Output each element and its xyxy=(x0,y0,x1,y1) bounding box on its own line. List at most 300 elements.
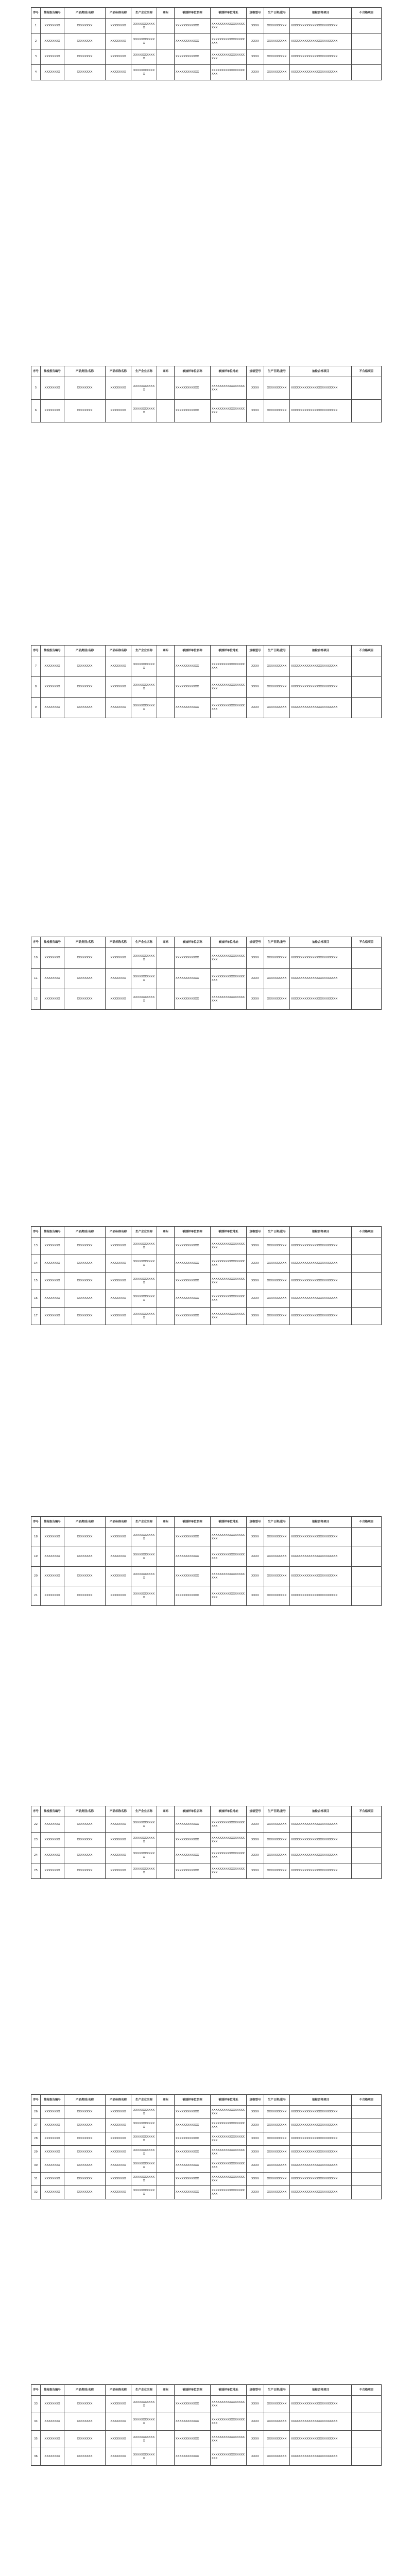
cell-mfr: XXXXXXXXXXXX xyxy=(131,2146,157,2159)
cell-sample: XXXXXXXXXXXX xyxy=(175,1863,211,1879)
table-header-row xyxy=(31,1806,382,1817)
cell-name: XXXXXXXX xyxy=(106,1833,131,1848)
cell-name: XXXXXXXX xyxy=(106,2448,131,2466)
cell-date: XXXXXXXXXX xyxy=(264,2431,290,2448)
cell-sample: XXXXXXXXXXXX xyxy=(175,1255,211,1273)
cell-spec: XXXX xyxy=(247,19,264,34)
cell-mfr: XXXXXXXXXXXX xyxy=(131,1528,157,1547)
cell-mfr: XXXXXXXXXXXX xyxy=(131,656,157,677)
table-header-row xyxy=(31,937,382,948)
cell-addr: XXXXXXXXXXXXXXXXXXXX xyxy=(211,34,247,49)
cell-code: XXXXXXXX xyxy=(41,34,64,49)
table-row xyxy=(31,677,382,698)
cell-spec: XXXX xyxy=(247,2159,264,2173)
cell-brand xyxy=(157,1567,175,1586)
cell-cat: XXXXXXXX xyxy=(64,2119,106,2132)
cell-no: 4 xyxy=(31,65,41,80)
cell-date: XXXXXXXXXX xyxy=(264,1817,290,1833)
cell-ok: XXXXXXXXXXXXXXXXXXXXXXXX xyxy=(290,1273,352,1290)
table-header-row xyxy=(31,8,382,19)
cell-date: XXXXXXXXXX xyxy=(264,2186,290,2199)
cell-date: XXXXXXXXXX xyxy=(264,34,290,49)
cell-ok: XXXXXXXXXXXXXXXXXXXXXXXX xyxy=(290,656,352,677)
cell-sample: XXXXXXXXXXXX xyxy=(175,1238,211,1255)
cell-spec: XXXX xyxy=(247,1290,264,1308)
cell-code: XXXXXXXX xyxy=(41,2173,64,2186)
cell-brand xyxy=(157,2186,175,2199)
cell-code: XXXXXXXX xyxy=(41,49,64,65)
cell-addr: XXXXXXXXXXXXXXXXXXXX xyxy=(211,2106,247,2119)
cell-bad xyxy=(352,65,382,80)
cell-no: 3 xyxy=(31,49,41,65)
cell-addr: XXXXXXXXXXXXXXXXXXXX xyxy=(211,948,247,969)
table-row xyxy=(31,1833,382,1848)
column-header-brand: 商标 xyxy=(157,1806,175,1817)
cell-addr: XXXXXXXXXXXXXXXXXXXX xyxy=(211,656,247,677)
column-header-date: 生产日期/批号 xyxy=(264,8,290,19)
column-header-bad: 不合格项目 xyxy=(352,1517,382,1528)
cell-brand xyxy=(157,377,175,400)
cell-date: XXXXXXXXXX xyxy=(264,2132,290,2146)
cell-cat: XXXXXXXX xyxy=(64,969,106,989)
cell-addr: XXXXXXXXXXXXXXXXXXXX xyxy=(211,2159,247,2173)
cell-brand xyxy=(157,2413,175,2431)
cell-addr: XXXXXXXXXXXXXXXXXXXX xyxy=(211,1290,247,1308)
cell-bad xyxy=(352,400,382,422)
cell-sample: XXXXXXXXXXXX xyxy=(175,1290,211,1308)
cell-mfr: XXXXXXXXXXXX xyxy=(131,1586,157,1606)
column-header-mfr: 生产企业名称 xyxy=(131,366,157,377)
cell-mfr: XXXXXXXXXXXX xyxy=(131,1255,157,1273)
column-header-ok: 抽检合格项目 xyxy=(290,1806,352,1817)
cell-addr: XXXXXXXXXXXXXXXXXXXX xyxy=(211,400,247,422)
cell-code: XXXXXXXX xyxy=(41,2146,64,2159)
cell-mfr: XXXXXXXXXXXX xyxy=(131,2119,157,2132)
cell-mfr: XXXXXXXXXXXX xyxy=(131,2173,157,2186)
cell-mfr: XXXXXXXXXXXX xyxy=(131,2413,157,2431)
cell-no: 10 xyxy=(31,948,41,969)
cell-code: XXXXXXXX xyxy=(41,2159,64,2173)
cell-mfr: XXXXXXXXXXXX xyxy=(131,2159,157,2173)
table-header-row xyxy=(31,646,382,656)
cell-ok: XXXXXXXXXXXXXXXXXXXXXXXX xyxy=(290,400,352,422)
cell-mfr: XXXXXXXXXXXX xyxy=(131,2106,157,2119)
cell-ok: XXXXXXXXXXXXXXXXXXXXXXXX xyxy=(290,2448,352,2466)
cell-brand xyxy=(157,1863,175,1879)
cell-sample: XXXXXXXXXXXX xyxy=(175,989,211,1010)
cell-name: XXXXXXXX xyxy=(106,1567,131,1586)
column-header-name: 产品标称名称 xyxy=(106,1227,131,1238)
inspection-table xyxy=(31,645,382,718)
cell-name: XXXXXXXX xyxy=(106,1817,131,1833)
table-row xyxy=(31,400,382,422)
cell-addr: XXXXXXXXXXXXXXXXXXXX xyxy=(211,2146,247,2159)
column-header-bad: 不合格项目 xyxy=(352,937,382,948)
column-header-bad: 不合格项目 xyxy=(352,646,382,656)
cell-ok: XXXXXXXXXXXXXXXXXXXXXXXX xyxy=(290,948,352,969)
cell-no: 34 xyxy=(31,2413,41,2431)
column-header-addr: 被抽样单位地址 xyxy=(211,1806,247,1817)
cell-addr: XXXXXXXXXXXXXXXXXXXX xyxy=(211,969,247,989)
table-row xyxy=(31,1273,382,1290)
cell-spec: XXXX xyxy=(247,1863,264,1879)
cell-no: 23 xyxy=(31,1833,41,1848)
cell-mfr: XXXXXXXXXXXX xyxy=(131,1817,157,1833)
table-row xyxy=(31,1817,382,1833)
cell-mfr: XXXXXXXXXXXX xyxy=(131,2448,157,2466)
cell-addr: XXXXXXXXXXXXXXXXXXXX xyxy=(211,2431,247,2448)
cell-mfr: XXXXXXXXXXXX xyxy=(131,2132,157,2146)
column-header-no: 序号 xyxy=(31,366,41,377)
cell-name: XXXXXXXX xyxy=(106,1273,131,1290)
cell-ok: XXXXXXXXXXXXXXXXXXXXXXXX xyxy=(290,19,352,34)
cell-sample: XXXXXXXXXXXX xyxy=(175,1308,211,1325)
cell-ok: XXXXXXXXXXXXXXXXXXXXXXXX xyxy=(290,2132,352,2146)
cell-no: 13 xyxy=(31,1238,41,1255)
cell-sample: XXXXXXXXXXXX xyxy=(175,2132,211,2146)
cell-no: 30 xyxy=(31,2159,41,2173)
cell-brand xyxy=(157,969,175,989)
cell-ok: XXXXXXXXXXXXXXXXXXXXXXXX xyxy=(290,2413,352,2431)
cell-cat: XXXXXXXX xyxy=(64,2396,106,2413)
cell-date: XXXXXXXXXX xyxy=(264,2396,290,2413)
cell-cat: XXXXXXXX xyxy=(64,1817,106,1833)
table-page-8 xyxy=(31,2094,381,2199)
cell-sample: XXXXXXXXXXXX xyxy=(175,1273,211,1290)
column-header-cat: 产品类别/名称 xyxy=(64,646,106,656)
table-row xyxy=(31,1255,382,1273)
column-header-code: 抽检报告编号 xyxy=(41,2095,64,2106)
cell-spec: XXXX xyxy=(247,1586,264,1606)
cell-ok: XXXXXXXXXXXXXXXXXXXXXXXX xyxy=(290,1290,352,1308)
cell-bad xyxy=(352,2119,382,2132)
cell-no: 7 xyxy=(31,656,41,677)
cell-cat: XXXXXXXX xyxy=(64,2448,106,2466)
cell-addr: XXXXXXXXXXXXXXXXXXXX xyxy=(211,1273,247,1290)
cell-mfr: XXXXXXXXXXXX xyxy=(131,698,157,718)
cell-addr: XXXXXXXXXXXXXXXXXXXX xyxy=(211,677,247,698)
inspection-table xyxy=(31,2384,382,2466)
column-header-code: 抽检报告编号 xyxy=(41,366,64,377)
column-header-sample: 被抽样单位名称 xyxy=(175,1517,211,1528)
cell-no: 15 xyxy=(31,1273,41,1290)
cell-ok: XXXXXXXXXXXXXXXXXXXXXXXX xyxy=(290,2396,352,2413)
cell-name: XXXXXXXX xyxy=(106,698,131,718)
cell-ok: XXXXXXXXXXXXXXXXXXXXXXXX xyxy=(290,1863,352,1879)
column-header-date: 生产日期/批号 xyxy=(264,937,290,948)
cell-brand xyxy=(157,1586,175,1606)
cell-spec: XXXX xyxy=(247,2146,264,2159)
cell-cat: XXXXXXXX xyxy=(64,989,106,1010)
cell-date: XXXXXXXXXX xyxy=(264,948,290,969)
column-header-code: 抽检报告编号 xyxy=(41,2385,64,2396)
cell-ok: XXXXXXXXXXXXXXXXXXXXXXXX xyxy=(290,1817,352,1833)
cell-spec: XXXX xyxy=(247,656,264,677)
cell-bad xyxy=(352,2173,382,2186)
cell-cat: XXXXXXXX xyxy=(64,698,106,718)
cell-spec: XXXX xyxy=(247,377,264,400)
column-header-no: 序号 xyxy=(31,646,41,656)
inspection-table xyxy=(31,1516,382,1606)
column-header-brand: 商标 xyxy=(157,1227,175,1238)
cell-no: 36 xyxy=(31,2448,41,2466)
cell-brand xyxy=(157,2132,175,2146)
table-page-4 xyxy=(31,937,381,1010)
column-header-code: 抽检报告编号 xyxy=(41,1517,64,1528)
cell-name: XXXXXXXX xyxy=(106,2132,131,2146)
cell-mfr: XXXXXXXXXXXX xyxy=(131,2396,157,2413)
cell-cat: XXXXXXXX xyxy=(64,377,106,400)
cell-cat: XXXXXXXX xyxy=(64,1528,106,1547)
column-header-no: 序号 xyxy=(31,8,41,19)
cell-no: 9 xyxy=(31,698,41,718)
cell-no: 11 xyxy=(31,969,41,989)
cell-no: 20 xyxy=(31,1567,41,1586)
column-header-sample: 被抽样单位名称 xyxy=(175,646,211,656)
cell-brand xyxy=(157,19,175,34)
cell-date: XXXXXXXXXX xyxy=(264,1528,290,1547)
column-header-ok: 抽检合格项目 xyxy=(290,937,352,948)
cell-spec: XXXX xyxy=(247,969,264,989)
cell-code: XXXXXXXX xyxy=(41,1586,64,1606)
cell-brand xyxy=(157,1848,175,1863)
cell-ok: XXXXXXXXXXXXXXXXXXXXXXXX xyxy=(290,34,352,49)
column-header-ok: 抽检合格项目 xyxy=(290,1517,352,1528)
cell-no: 26 xyxy=(31,2106,41,2119)
cell-no: 8 xyxy=(31,677,41,698)
column-header-cat: 产品类别/名称 xyxy=(64,937,106,948)
column-header-date: 生产日期/批号 xyxy=(264,366,290,377)
cell-brand xyxy=(157,989,175,1010)
cell-ok: XXXXXXXXXXXXXXXXXXXXXXXX xyxy=(290,1308,352,1325)
cell-addr: XXXXXXXXXXXXXXXXXXXX xyxy=(211,1586,247,1606)
cell-no: 35 xyxy=(31,2431,41,2448)
cell-cat: XXXXXXXX xyxy=(64,1308,106,1325)
column-header-sample: 被抽样单位名称 xyxy=(175,1806,211,1817)
cell-name: XXXXXXXX xyxy=(106,948,131,969)
cell-bad xyxy=(352,948,382,969)
cell-name: XXXXXXXX xyxy=(106,656,131,677)
column-header-no: 序号 xyxy=(31,1227,41,1238)
cell-no: 18 xyxy=(31,1528,41,1547)
cell-name: XXXXXXXX xyxy=(106,2413,131,2431)
cell-sample: XXXXXXXXXXXX xyxy=(175,2119,211,2132)
cell-ok: XXXXXXXXXXXXXXXXXXXXXXXX xyxy=(290,2106,352,2119)
cell-mfr: XXXXXXXXXXXX xyxy=(131,1567,157,1586)
cell-no: 6 xyxy=(31,400,41,422)
cell-cat: XXXXXXXX xyxy=(64,34,106,49)
table-row xyxy=(31,1586,382,1606)
cell-code: XXXXXXXX xyxy=(41,2119,64,2132)
column-header-code: 抽检报告编号 xyxy=(41,1806,64,1817)
cell-bad xyxy=(352,2396,382,2413)
cell-bad xyxy=(352,2132,382,2146)
table-row xyxy=(31,49,382,65)
column-header-spec: 规格型号 xyxy=(247,2385,264,2396)
cell-cat: XXXXXXXX xyxy=(64,2146,106,2159)
table-row xyxy=(31,1547,382,1567)
table-page-6 xyxy=(31,1516,381,1606)
cell-ok: XXXXXXXXXXXXXXXXXXXXXXXX xyxy=(290,1238,352,1255)
cell-date: XXXXXXXXXX xyxy=(264,989,290,1010)
cell-no: 22 xyxy=(31,1817,41,1833)
cell-sample: XXXXXXXXXXXX xyxy=(175,656,211,677)
cell-addr: XXXXXXXXXXXXXXXXXXXX xyxy=(211,65,247,80)
cell-bad xyxy=(352,1308,382,1325)
column-header-code: 抽检报告编号 xyxy=(41,646,64,656)
cell-spec: XXXX xyxy=(247,2173,264,2186)
column-header-sample: 被抽样单位名称 xyxy=(175,8,211,19)
cell-sample: XXXXXXXXXXXX xyxy=(175,1567,211,1586)
table-page-5 xyxy=(31,1226,381,1325)
cell-name: XXXXXXXX xyxy=(106,400,131,422)
cell-addr: XXXXXXXXXXXXXXXXXXXX xyxy=(211,698,247,718)
cell-sample: XXXXXXXXXXXX xyxy=(175,1848,211,1863)
cell-date: XXXXXXXXXX xyxy=(264,969,290,989)
column-header-no: 序号 xyxy=(31,2095,41,2106)
cell-cat: XXXXXXXX xyxy=(64,2186,106,2199)
cell-sample: XXXXXXXXXXXX xyxy=(175,19,211,34)
cell-no: 27 xyxy=(31,2119,41,2132)
inspection-table xyxy=(31,937,382,1010)
cell-name: XXXXXXXX xyxy=(106,2186,131,2199)
cell-bad xyxy=(352,2186,382,2199)
cell-spec: XXXX xyxy=(247,65,264,80)
cell-spec: XXXX xyxy=(247,989,264,1010)
cell-bad xyxy=(352,1833,382,1848)
inspection-table xyxy=(31,1806,382,1879)
cell-spec: XXXX xyxy=(247,34,264,49)
table-row xyxy=(31,2396,382,2413)
cell-date: XXXXXXXXXX xyxy=(264,1238,290,1255)
column-header-no: 序号 xyxy=(31,937,41,948)
cell-sample: XXXXXXXXXXXX xyxy=(175,677,211,698)
table-page-1 xyxy=(31,7,381,80)
column-header-cat: 产品类别/名称 xyxy=(64,1227,106,1238)
cell-sample: XXXXXXXXXXXX xyxy=(175,2396,211,2413)
table-row xyxy=(31,2132,382,2146)
cell-cat: XXXXXXXX xyxy=(64,49,106,65)
column-header-cat: 产品类别/名称 xyxy=(64,1517,106,1528)
cell-code: XXXXXXXX xyxy=(41,1817,64,1833)
cell-name: XXXXXXXX xyxy=(106,1290,131,1308)
cell-code: XXXXXXXX xyxy=(41,2186,64,2199)
cell-brand xyxy=(157,1308,175,1325)
cell-brand xyxy=(157,1833,175,1848)
column-header-no: 序号 xyxy=(31,1517,41,1528)
column-header-brand: 商标 xyxy=(157,1517,175,1528)
cell-date: XXXXXXXXXX xyxy=(264,1833,290,1848)
cell-brand xyxy=(157,1290,175,1308)
column-header-ok: 抽检合格项目 xyxy=(290,646,352,656)
table-row xyxy=(31,698,382,718)
cell-brand xyxy=(157,656,175,677)
cell-name: XXXXXXXX xyxy=(106,49,131,65)
cell-addr: XXXXXXXXXXXXXXXXXXXX xyxy=(211,2396,247,2413)
cell-bad xyxy=(352,1863,382,1879)
cell-bad xyxy=(352,1273,382,1290)
column-header-name: 产品标称名称 xyxy=(106,2385,131,2396)
table-page-9 xyxy=(31,2384,381,2466)
cell-code: XXXXXXXX xyxy=(41,1255,64,1273)
cell-addr: XXXXXXXXXXXXXXXXXXXX xyxy=(211,19,247,34)
cell-cat: XXXXXXXX xyxy=(64,1238,106,1255)
cell-cat: XXXXXXXX xyxy=(64,1863,106,1879)
cell-no: 19 xyxy=(31,1547,41,1567)
cell-addr: XXXXXXXXXXXXXXXXXXXX xyxy=(211,2119,247,2132)
cell-no: 29 xyxy=(31,2146,41,2159)
cell-brand xyxy=(157,1528,175,1547)
cell-code: XXXXXXXX xyxy=(41,377,64,400)
cell-sample: XXXXXXXXXXXX xyxy=(175,2159,211,2173)
cell-ok: XXXXXXXXXXXXXXXXXXXXXXXX xyxy=(290,677,352,698)
cell-mfr: XXXXXXXXXXXX xyxy=(131,1238,157,1255)
cell-brand xyxy=(157,2146,175,2159)
inspection-table xyxy=(31,366,382,422)
column-header-date: 生产日期/批号 xyxy=(264,1227,290,1238)
cell-mfr: XXXXXXXXXXXX xyxy=(131,1308,157,1325)
column-header-addr: 被抽样单位地址 xyxy=(211,1517,247,1528)
cell-brand xyxy=(157,1255,175,1273)
cell-code: XXXXXXXX xyxy=(41,1238,64,1255)
cell-ok: XXXXXXXXXXXXXXXXXXXXXXXX xyxy=(290,2119,352,2132)
cell-spec: XXXX xyxy=(247,677,264,698)
table-row xyxy=(31,2146,382,2159)
cell-code: XXXXXXXX xyxy=(41,698,64,718)
cell-bad xyxy=(352,2448,382,2466)
cell-no: 31 xyxy=(31,2173,41,2186)
column-header-name: 产品标称名称 xyxy=(106,646,131,656)
cell-bad xyxy=(352,1290,382,1308)
column-header-spec: 规格型号 xyxy=(247,2095,264,2106)
cell-name: XXXXXXXX xyxy=(106,969,131,989)
cell-code: XXXXXXXX xyxy=(41,1547,64,1567)
table-row xyxy=(31,2106,382,2119)
cell-code: XXXXXXXX xyxy=(41,400,64,422)
cell-mfr: XXXXXXXXXXXX xyxy=(131,1848,157,1863)
cell-cat: XXXXXXXX xyxy=(64,19,106,34)
column-header-ok: 抽检合格项目 xyxy=(290,2095,352,2106)
table-page-7 xyxy=(31,1806,381,1879)
column-header-date: 生产日期/批号 xyxy=(264,2095,290,2106)
column-header-bad: 不合格项目 xyxy=(352,2095,382,2106)
cell-spec: XXXX xyxy=(247,1833,264,1848)
table-row xyxy=(31,1863,382,1879)
cell-spec: XXXX xyxy=(247,1308,264,1325)
cell-code: XXXXXXXX xyxy=(41,2413,64,2431)
cell-code: XXXXXXXX xyxy=(41,2431,64,2448)
cell-addr: XXXXXXXXXXXXXXXXXXXX xyxy=(211,2132,247,2146)
cell-spec: XXXX xyxy=(247,1817,264,1833)
cell-name: XXXXXXXX xyxy=(106,19,131,34)
cell-brand xyxy=(157,948,175,969)
cell-ok: XXXXXXXXXXXXXXXXXXXXXXXX xyxy=(290,65,352,80)
cell-spec: XXXX xyxy=(247,1848,264,1863)
cell-ok: XXXXXXXXXXXXXXXXXXXXXXXX xyxy=(290,377,352,400)
cell-bad xyxy=(352,377,382,400)
cell-no: 28 xyxy=(31,2132,41,2146)
column-header-brand: 商标 xyxy=(157,2385,175,2396)
column-header-addr: 被抽样单位地址 xyxy=(211,1227,247,1238)
cell-name: XXXXXXXX xyxy=(106,1528,131,1547)
cell-bad xyxy=(352,2413,382,2431)
cell-name: XXXXXXXX xyxy=(106,1255,131,1273)
cell-cat: XXXXXXXX xyxy=(64,1833,106,1848)
column-header-name: 产品标称名称 xyxy=(106,2095,131,2106)
table-row xyxy=(31,948,382,969)
cell-date: XXXXXXXXXX xyxy=(264,2146,290,2159)
cell-ok: XXXXXXXXXXXXXXXXXXXXXXXX xyxy=(290,49,352,65)
